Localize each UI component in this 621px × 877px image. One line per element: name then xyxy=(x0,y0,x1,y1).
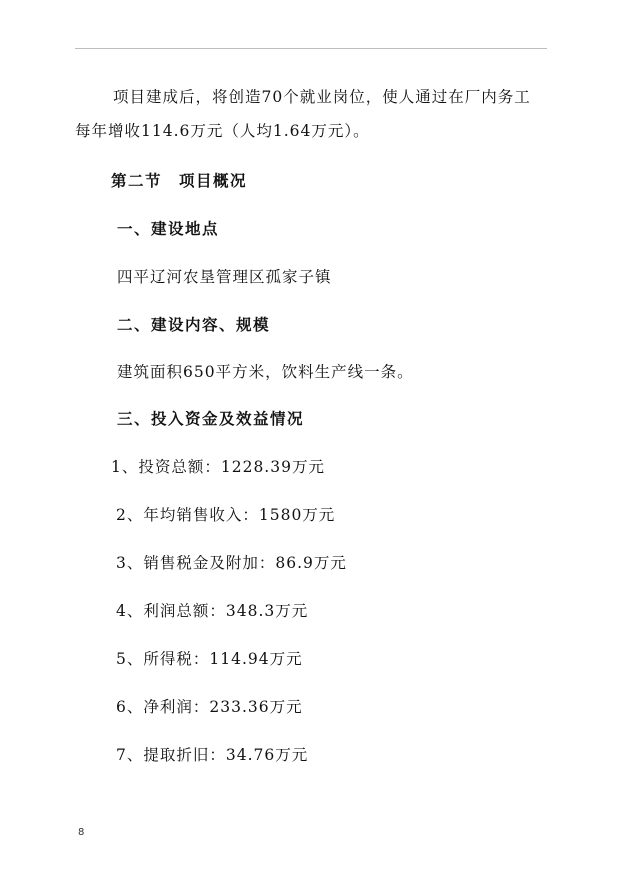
section-title: 第二节 项目概况 xyxy=(111,171,248,190)
investment-item: 6、净利润：233.36万元 xyxy=(116,698,303,716)
intro-line-1: 项目建成后，将创造70个就业岗位，使人通过在厂内务工 xyxy=(113,88,531,106)
investment-item: 3、销售税金及附加：86.9万元 xyxy=(116,554,347,572)
investment-item: 4、利润总额：348.3万元 xyxy=(116,602,309,620)
investment-item: 1、投资总额：1228.39万元 xyxy=(111,458,325,476)
content-text: 建筑面积650平方米，饮料生产线一条。 xyxy=(117,363,414,381)
page-number: 8 xyxy=(78,827,85,838)
location-text: 四平辽河农垦管理区孤家子镇 xyxy=(117,268,332,286)
investment-heading: 三、投入资金及效益情况 xyxy=(117,409,305,428)
header-rule xyxy=(75,48,547,49)
intro-line-2: 每年增收114.6万元（人均1.64万元）。 xyxy=(75,122,370,140)
investment-item: 7、提取折旧：34.76万元 xyxy=(116,746,309,764)
content-heading: 二、建设内容、规模 xyxy=(117,315,271,334)
investment-item: 2、年均销售收入：1580万元 xyxy=(116,506,336,524)
location-heading: 一、建设地点 xyxy=(117,219,220,238)
investment-item: 5、所得税：114.94万元 xyxy=(116,650,303,668)
